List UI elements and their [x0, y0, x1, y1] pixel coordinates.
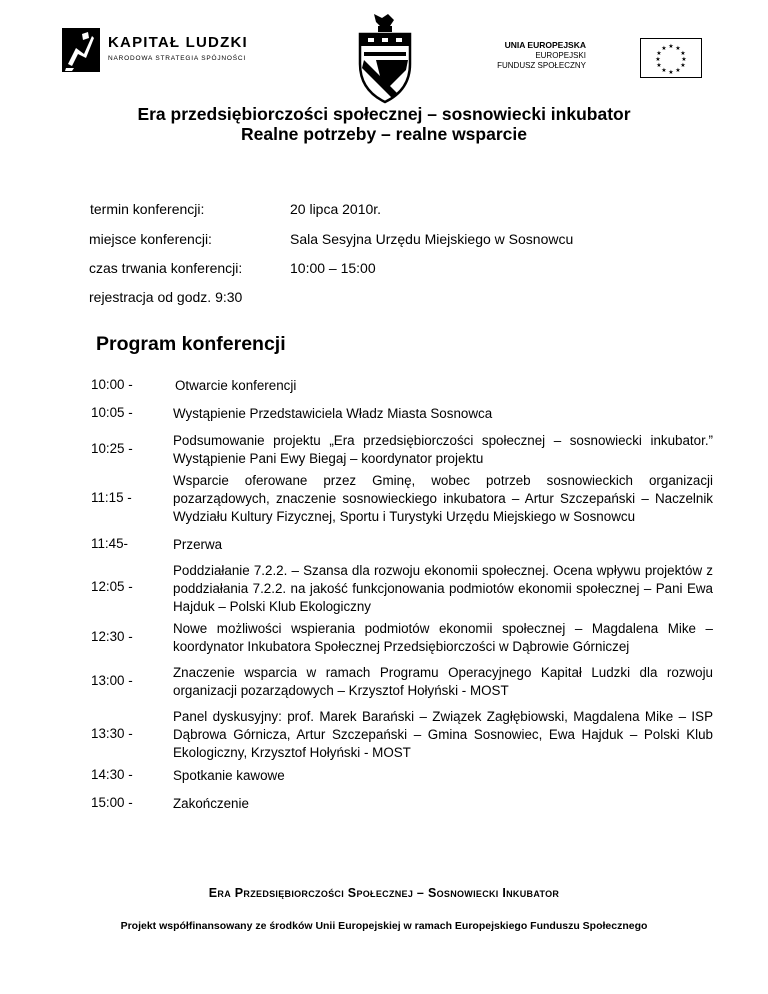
title-line-2: Realne potrzeby – realne wsparcie — [241, 124, 527, 144]
agenda-time: 11:15 - — [91, 490, 132, 505]
eu-label-line2: EUROPEJSKI — [535, 50, 586, 60]
kapital-ludzki-emblem-icon — [62, 28, 100, 72]
agenda-desc: Otwarcie konferencji — [175, 378, 297, 393]
agenda-time: 10:05 - — [91, 405, 133, 420]
document-title — [0, 104, 768, 144]
agenda-desc: Znaczenie wsparcia w ramach Programu Operacyjnego Kapitał Ludzki dla rozwoju organizacji pozarządowych – Krzysztof Hołyński - MOST — [173, 665, 713, 698]
footer-cofinancing-note: Projekt współfinansowany ze środków Unii Europejskiej w ramach Europejskiego Funduszu Społecznego — [120, 920, 648, 932]
svg-text:★: ★ — [656, 50, 662, 57]
agenda-desc: Zakończenie — [173, 796, 249, 811]
svg-text:★: ★ — [661, 67, 667, 74]
agenda-time: 11:45- — [91, 536, 128, 551]
agenda-time: 13:00 - — [91, 673, 133, 688]
agenda-time: 10:25 - — [91, 441, 133, 456]
date-label: termin konferencji: — [90, 201, 205, 217]
place-value: Sala Sesyjna Urzędu Miejskiego w Sosnowcu — [290, 231, 574, 247]
svg-text:★: ★ — [681, 56, 687, 63]
agenda-time: 12:05 - — [91, 579, 133, 594]
eu-fund-label — [497, 40, 586, 72]
program-heading: Program konferencji — [96, 333, 286, 355]
agenda-desc: Przerwa — [173, 537, 223, 552]
agenda-time: 13:30 - — [91, 726, 133, 741]
registration-note: rejestracja od godz. 9:30 — [89, 289, 243, 305]
svg-text:★: ★ — [675, 45, 681, 52]
agenda-time: 12:30 - — [91, 629, 133, 644]
title-line-1: Era przedsiębiorczości społecznej – sosnowiecki inkubator — [137, 104, 631, 124]
agenda-desc: Panel dyskusyjny: prof. Marek Barański – Związek Zagłębiowski, Magdalena Mike – ISP Dąbrowa Górnicza, Artur Szczepański – Gmina Sosnowiec, Ewa Hajduk – Polski Klub Ekologiczny, Krzysztof Hołyński - MOST — [173, 709, 713, 760]
svg-text:★: ★ — [680, 50, 686, 57]
kapital-ludzki-logo — [62, 24, 252, 76]
kapital-ludzki-title: KAPITAŁ LUDZKI — [108, 34, 248, 51]
sosnowiec-crest-icon — [354, 12, 416, 104]
agenda-time: 15:00 - — [91, 795, 133, 810]
svg-text:★: ★ — [655, 56, 661, 63]
duration-value: 10:00 – 15:00 — [290, 260, 376, 276]
svg-text:★: ★ — [656, 62, 662, 69]
agenda-desc: Wsparcie oferowane przez Gminę, wobec potrzeb sosnowieckich organizacji pozarządowych, znaczenie sosnowieckiego inkubatora – Artur Szczepański – Naczelnik Wydziału Kultury Fizycznej, Sportu i Turystyki Urzędu Miejskiego w Sosnowcu — [173, 473, 713, 524]
agenda-desc: Poddziałanie 7.2.2. – Szansa dla rozwoju ekonomii społecznej. Ocena wpływu projektów z poddziałania 7.2.2. na jakość funkcjonowania podmiotów ekonomii społecznej – Pani Ewa Hajduk – Polski Klub Ekologiczny — [173, 563, 713, 614]
date-value: 20 lipca 2010r. — [290, 201, 382, 217]
svg-text:★: ★ — [675, 67, 681, 74]
agenda-desc: Wystąpienie Przedstawiciela Władz Miasta Sosnowca — [173, 406, 493, 421]
eu-flag-icon — [640, 38, 702, 78]
kapital-ludzki-subtitle: NARODOWA STRATEGIA SPÓJNOŚCI — [108, 55, 246, 62]
agenda-desc: Spotkanie kawowe — [173, 768, 285, 783]
footer-project-title: Era Przedsiębiorczości Społecznej – Sosnowiecki Inkubator — [208, 886, 560, 900]
eu-label-line1: UNIA EUROPEJSKA — [504, 40, 586, 50]
agenda-desc: Nowe możliwości wspierania podmiotów ekonomii społecznej – Magdalena Mike – koordynator Inkubatora Społecznej Przedsiębiorczości w Dąbrowie Górniczej — [173, 621, 713, 654]
place-label: miejsce konferencji: — [89, 231, 212, 247]
agenda-time: 14:30 - — [91, 767, 133, 782]
svg-text:★: ★ — [668, 43, 674, 50]
agenda-time: 10:00 - — [91, 377, 133, 392]
eu-label-line3: FUNDUSZ SPOŁECZNY — [497, 61, 586, 70]
svg-text:★: ★ — [661, 45, 667, 52]
svg-text:★: ★ — [680, 62, 686, 69]
agenda-desc: Podsumowanie projektu „Era przedsiębiorczości społecznej – sosnowiecki inkubator.” Wystąpienie Pani Ewy Biegaj – koordynator projektu — [173, 433, 713, 466]
duration-label: czas trwania konferencji: — [89, 260, 243, 276]
svg-text:★: ★ — [668, 69, 674, 76]
